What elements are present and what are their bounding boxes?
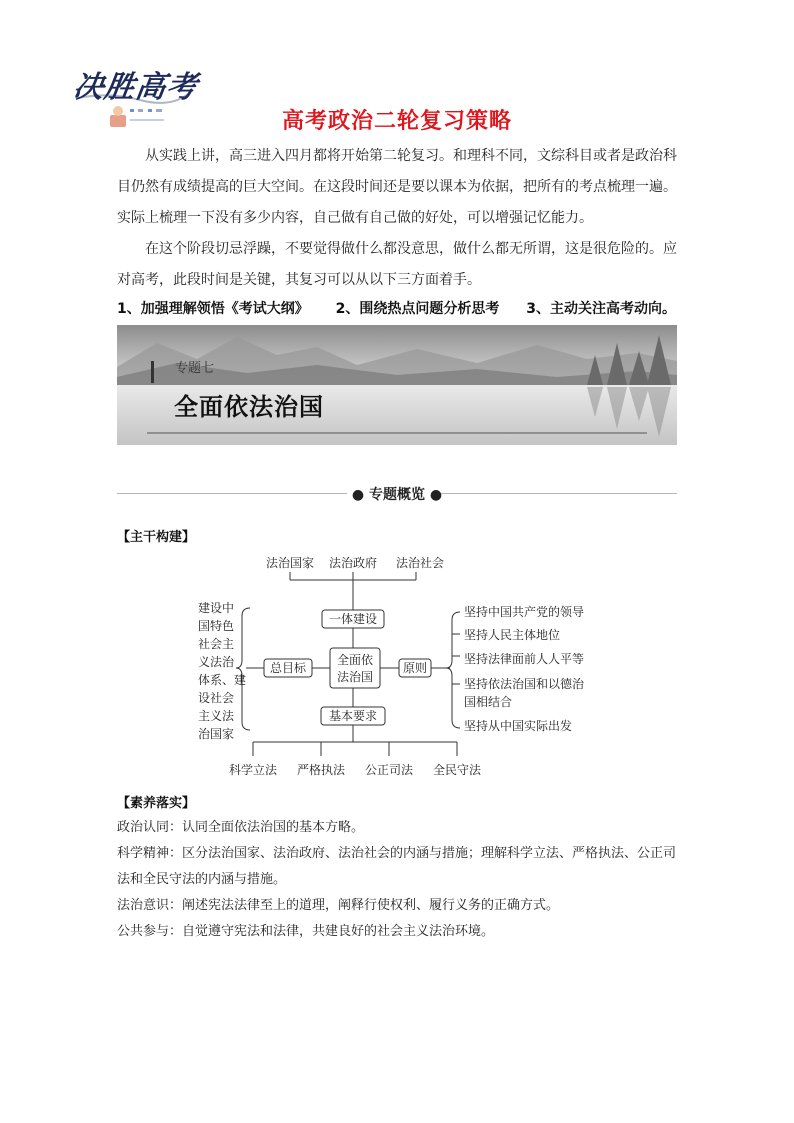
diagram-integration: 一体建设 xyxy=(328,612,378,626)
literacy-item: 公共参与：自觉遵守宪法和法律，共建良好的社会主义法治环境。 xyxy=(117,924,495,939)
key-point: 1、加强理解领悟《考试大纲》 xyxy=(117,301,309,317)
key-points xyxy=(117,298,698,318)
diagram-goal-text: 社会主 xyxy=(198,637,235,651)
overview-heading: ● 专题概览 ● xyxy=(351,487,443,503)
diagram-goal-text: 设社会 xyxy=(198,691,235,705)
diagram-bottom-item: 严格执法 xyxy=(296,763,346,777)
diagram-goal-text: 国特色 xyxy=(198,619,235,633)
literacy-heading: 【素养落实】 xyxy=(117,796,196,811)
diagram-principle: 坚持人民主体地位 xyxy=(464,628,561,642)
literacy-list xyxy=(117,815,677,945)
key-point: 3、主动关注高考动向。 xyxy=(526,301,676,317)
logo-text: 决胜高考 xyxy=(71,70,200,105)
diagram-principle: 坚持中国共产党的领导 xyxy=(464,605,585,619)
diagram-top-item: 法治政府 xyxy=(328,556,378,570)
topic-banner xyxy=(117,325,677,445)
literacy-item: 法治意识：阐述宪法法律至上的道理，阐释行使权利、履行义务的正确方式。 xyxy=(117,898,560,913)
diagram-center-line: 全面依 xyxy=(336,653,374,667)
diagram-goal-text: 主义法 xyxy=(198,709,235,723)
literacy-item: 科学精神：区分法治国家、法治政府、法治社会的内涵与措施；理解科学立法、严格执法、公正司法和全民守法的内涵与措施。 xyxy=(117,846,677,887)
concept-diagram xyxy=(180,550,640,785)
diagram-principle-label: 原则 xyxy=(402,661,428,675)
intro-paragraph-1: 从实践上讲，高三进入四月都将开始第二轮复习。和理科不同，文综科目或者是政治科目仍然有成绩提高的巨大空间。在这段时间还是要以课本为依据，把所有的考点梳理一遍。实际上梳理一下没有多少内容，自己做有自己做的好处，可以增强记忆能力。 xyxy=(117,148,677,226)
topic-title: 全面依法治国 xyxy=(174,393,324,421)
diagram-center-line: 法治国 xyxy=(336,670,374,684)
diagram-goal-text: 体系、建 xyxy=(198,673,247,687)
page-title: 高考政治二轮复习策略 xyxy=(281,109,512,134)
structure-heading: 【主干构建】 xyxy=(117,530,196,545)
diagram-bottom-item: 科学立法 xyxy=(228,763,278,777)
diagram-principle: 坚持法律面前人人平等 xyxy=(464,652,585,666)
diagram-top-item: 法治社会 xyxy=(395,556,445,570)
diagram-goal-text: 治国家 xyxy=(198,727,235,741)
diagram-principle: 坚持从中国实际出发 xyxy=(464,719,573,733)
literacy-item: 政治认同：认同全面依法治国的基本方略。 xyxy=(117,820,365,835)
diagram-bottom-item: 全民守法 xyxy=(432,763,482,777)
diagram-principle: 坚持依法治国和以德治 xyxy=(464,677,585,691)
diagram-top-item: 法治国家 xyxy=(265,556,315,570)
diagram-goal-text: 义法治 xyxy=(198,655,235,669)
diagram-goal-text: 建设中 xyxy=(198,601,235,615)
diagram-basic-requirement: 基本要求 xyxy=(328,709,378,723)
topic-number: 专题七 xyxy=(175,361,215,376)
diagram-goal-label: 总目标 xyxy=(269,661,307,675)
diagram-principle: 国相结合 xyxy=(464,695,513,709)
key-point: 2、围绕热点问题分析思考 xyxy=(335,301,500,317)
diagram-bottom-item: 公正司法 xyxy=(364,763,414,777)
intro-paragraph-2: 在这个阶段切忌浮躁，不要觉得做什么都没意思，做什么都无所谓，这是很危险的。应对高考，此段时间是关键，其复习可以从以下三方面着手。 xyxy=(117,241,677,288)
